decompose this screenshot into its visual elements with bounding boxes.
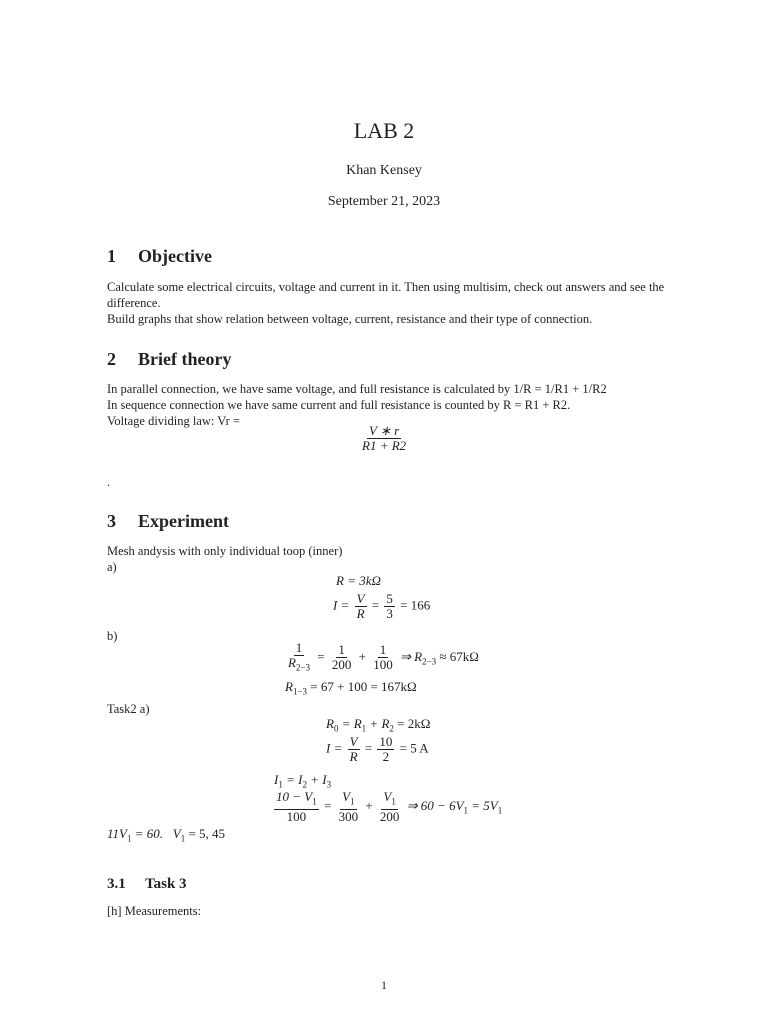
fraction-denominator: R <box>349 749 358 764</box>
subsection-title: Task 3 <box>145 876 187 892</box>
equation-task2-2 <box>326 735 429 764</box>
fraction-numerator: 1 <box>295 640 303 655</box>
eq-text: = 5V <box>471 797 498 813</box>
subscript: 3 <box>326 779 332 790</box>
theory-line-divider: Voltage dividing law: Vr = <box>107 414 240 428</box>
eq-text: I = <box>333 597 350 613</box>
result-line <box>107 826 225 844</box>
eq-text: + <box>358 648 366 664</box>
fraction-denominator: 100 <box>286 808 307 824</box>
eq-text: = <box>323 797 332 813</box>
eq-text: R <box>285 679 293 694</box>
fraction-numerator: V <box>349 734 358 749</box>
eq-text: = <box>371 597 380 613</box>
equation-task2-4 <box>272 790 502 824</box>
section-number: 3 <box>107 511 116 531</box>
section-heading-experiment <box>107 511 229 532</box>
theory-line-sequence: In sequence connection we have same current and full resistance is counted by R = R1 + R2. <box>107 398 571 412</box>
subscript: 2−3 <box>422 656 437 667</box>
subscript: 1 <box>126 833 132 844</box>
fraction-denominator: R <box>288 655 296 670</box>
eq-text: = 5, 45 <box>188 826 226 841</box>
section-number: 2 <box>107 349 116 369</box>
fraction-numerator: V <box>342 789 351 804</box>
fraction-numerator: 1 <box>338 642 345 658</box>
eq-text: = <box>317 648 325 664</box>
subscript: 1 <box>350 796 355 807</box>
intro-text: Mesh andysis with only individual toop (inner) <box>107 544 343 558</box>
subscript: 0 <box>333 723 339 734</box>
subscript: 2 <box>302 779 307 790</box>
fraction-numerator: V <box>383 789 392 804</box>
subscript: 1 <box>497 805 503 816</box>
fraction-numerator: 1 <box>379 642 387 658</box>
eq-text: + I <box>310 772 327 787</box>
author: Khan Kensey <box>346 163 422 178</box>
theory-dot: . <box>107 475 111 489</box>
fraction-numerator: 5 <box>386 591 393 606</box>
fraction-denominator: 100 <box>373 657 393 673</box>
theory-paragraph <box>107 381 667 429</box>
eq-text: I = <box>326 740 343 756</box>
subsection-heading-task3 <box>107 876 187 893</box>
section-heading-objective <box>107 246 212 267</box>
date: September 21, 2023 <box>327 194 441 209</box>
equation-b1 <box>284 641 479 675</box>
label-a: a) <box>107 560 117 574</box>
subscript: 1 <box>278 779 283 790</box>
subscript: 1−3 <box>292 686 308 697</box>
subscript: 1 <box>312 796 317 807</box>
eq-text: = 2kΩ <box>397 716 431 731</box>
equation-task2-3 <box>274 772 331 790</box>
section-heading-theory <box>107 349 231 370</box>
eq-text: = 166 <box>400 597 431 613</box>
eq-text: + R <box>369 716 390 731</box>
eq-text: = 5 A <box>399 740 429 756</box>
experiment-intro <box>107 543 667 575</box>
fraction-numerator: V ∗ r <box>368 423 400 438</box>
objective-paragraph <box>107 279 667 327</box>
fraction-numerator: 10 − V <box>276 789 313 804</box>
objective-text-2: Build graphs that show relation between voltage, current, resistance and their type of connection. <box>107 312 593 326</box>
subscript: 1 <box>391 796 396 807</box>
eq-text: ⇒ R <box>399 648 423 664</box>
eq-text: I <box>274 772 279 787</box>
subscript: 1 <box>180 833 186 844</box>
fraction-denominator: R1 + R2 <box>362 438 407 453</box>
fraction-denominator: 300 <box>338 808 359 824</box>
voltage-divider-fraction <box>358 424 410 453</box>
section-title: Brief theory <box>138 349 232 369</box>
equation-b2 <box>285 679 417 697</box>
fraction-denominator: 3 <box>386 606 393 621</box>
section-number: 1 <box>107 246 116 266</box>
task3-text: [h] Measurements: <box>107 904 202 918</box>
fraction-denominator: R <box>356 606 365 621</box>
eq-text: ≈ 67kΩ <box>439 648 479 664</box>
eq-text: = 67 + 100 = 167kΩ <box>310 679 417 694</box>
section-title: Objective <box>138 246 212 266</box>
page-number: 1 <box>381 978 387 992</box>
equation-a2 <box>333 592 430 621</box>
subscript: 2−3 <box>295 662 311 673</box>
fraction-numerator: V <box>356 591 365 606</box>
page-title: LAB 2 <box>353 118 415 143</box>
eq-text: = 60. V <box>134 826 181 841</box>
eq-text: 11V <box>107 826 127 841</box>
section-title: Experiment <box>138 511 229 531</box>
eq-text: ⇒ 60 − 6V <box>406 797 464 813</box>
fraction-denominator: 200 <box>331 657 352 673</box>
equation-task2-1 <box>326 716 430 734</box>
eq-text: R <box>326 716 334 731</box>
objective-text-1: Calculate some electrical circuits, voltage and current in it. Then using multisim, check out answers and see the difference. <box>107 280 665 310</box>
theory-line-parallel: In parallel connection, we have same voltage, and full resistance is calculated by 1/R = 1/R1 + 1/R2 <box>107 382 607 396</box>
subsection-number: 3.1 <box>107 876 126 892</box>
subscript: 1 <box>463 805 469 816</box>
eq-text: = <box>364 740 373 756</box>
eq-text: R = 3kΩ <box>336 573 381 588</box>
fraction-numerator: 10 <box>379 734 393 749</box>
eq-text: + <box>365 797 373 813</box>
subscript: 2 <box>389 723 394 734</box>
subscript: 1 <box>361 723 367 734</box>
fraction-denominator: 2 <box>382 749 390 764</box>
label-task2: Task2 a) <box>107 702 150 716</box>
equation-a1 <box>336 573 381 589</box>
eq-text: = I <box>286 772 303 787</box>
eq-text: = R <box>341 716 362 731</box>
fraction-denominator: 200 <box>379 808 400 824</box>
label-b: b) <box>107 629 118 643</box>
